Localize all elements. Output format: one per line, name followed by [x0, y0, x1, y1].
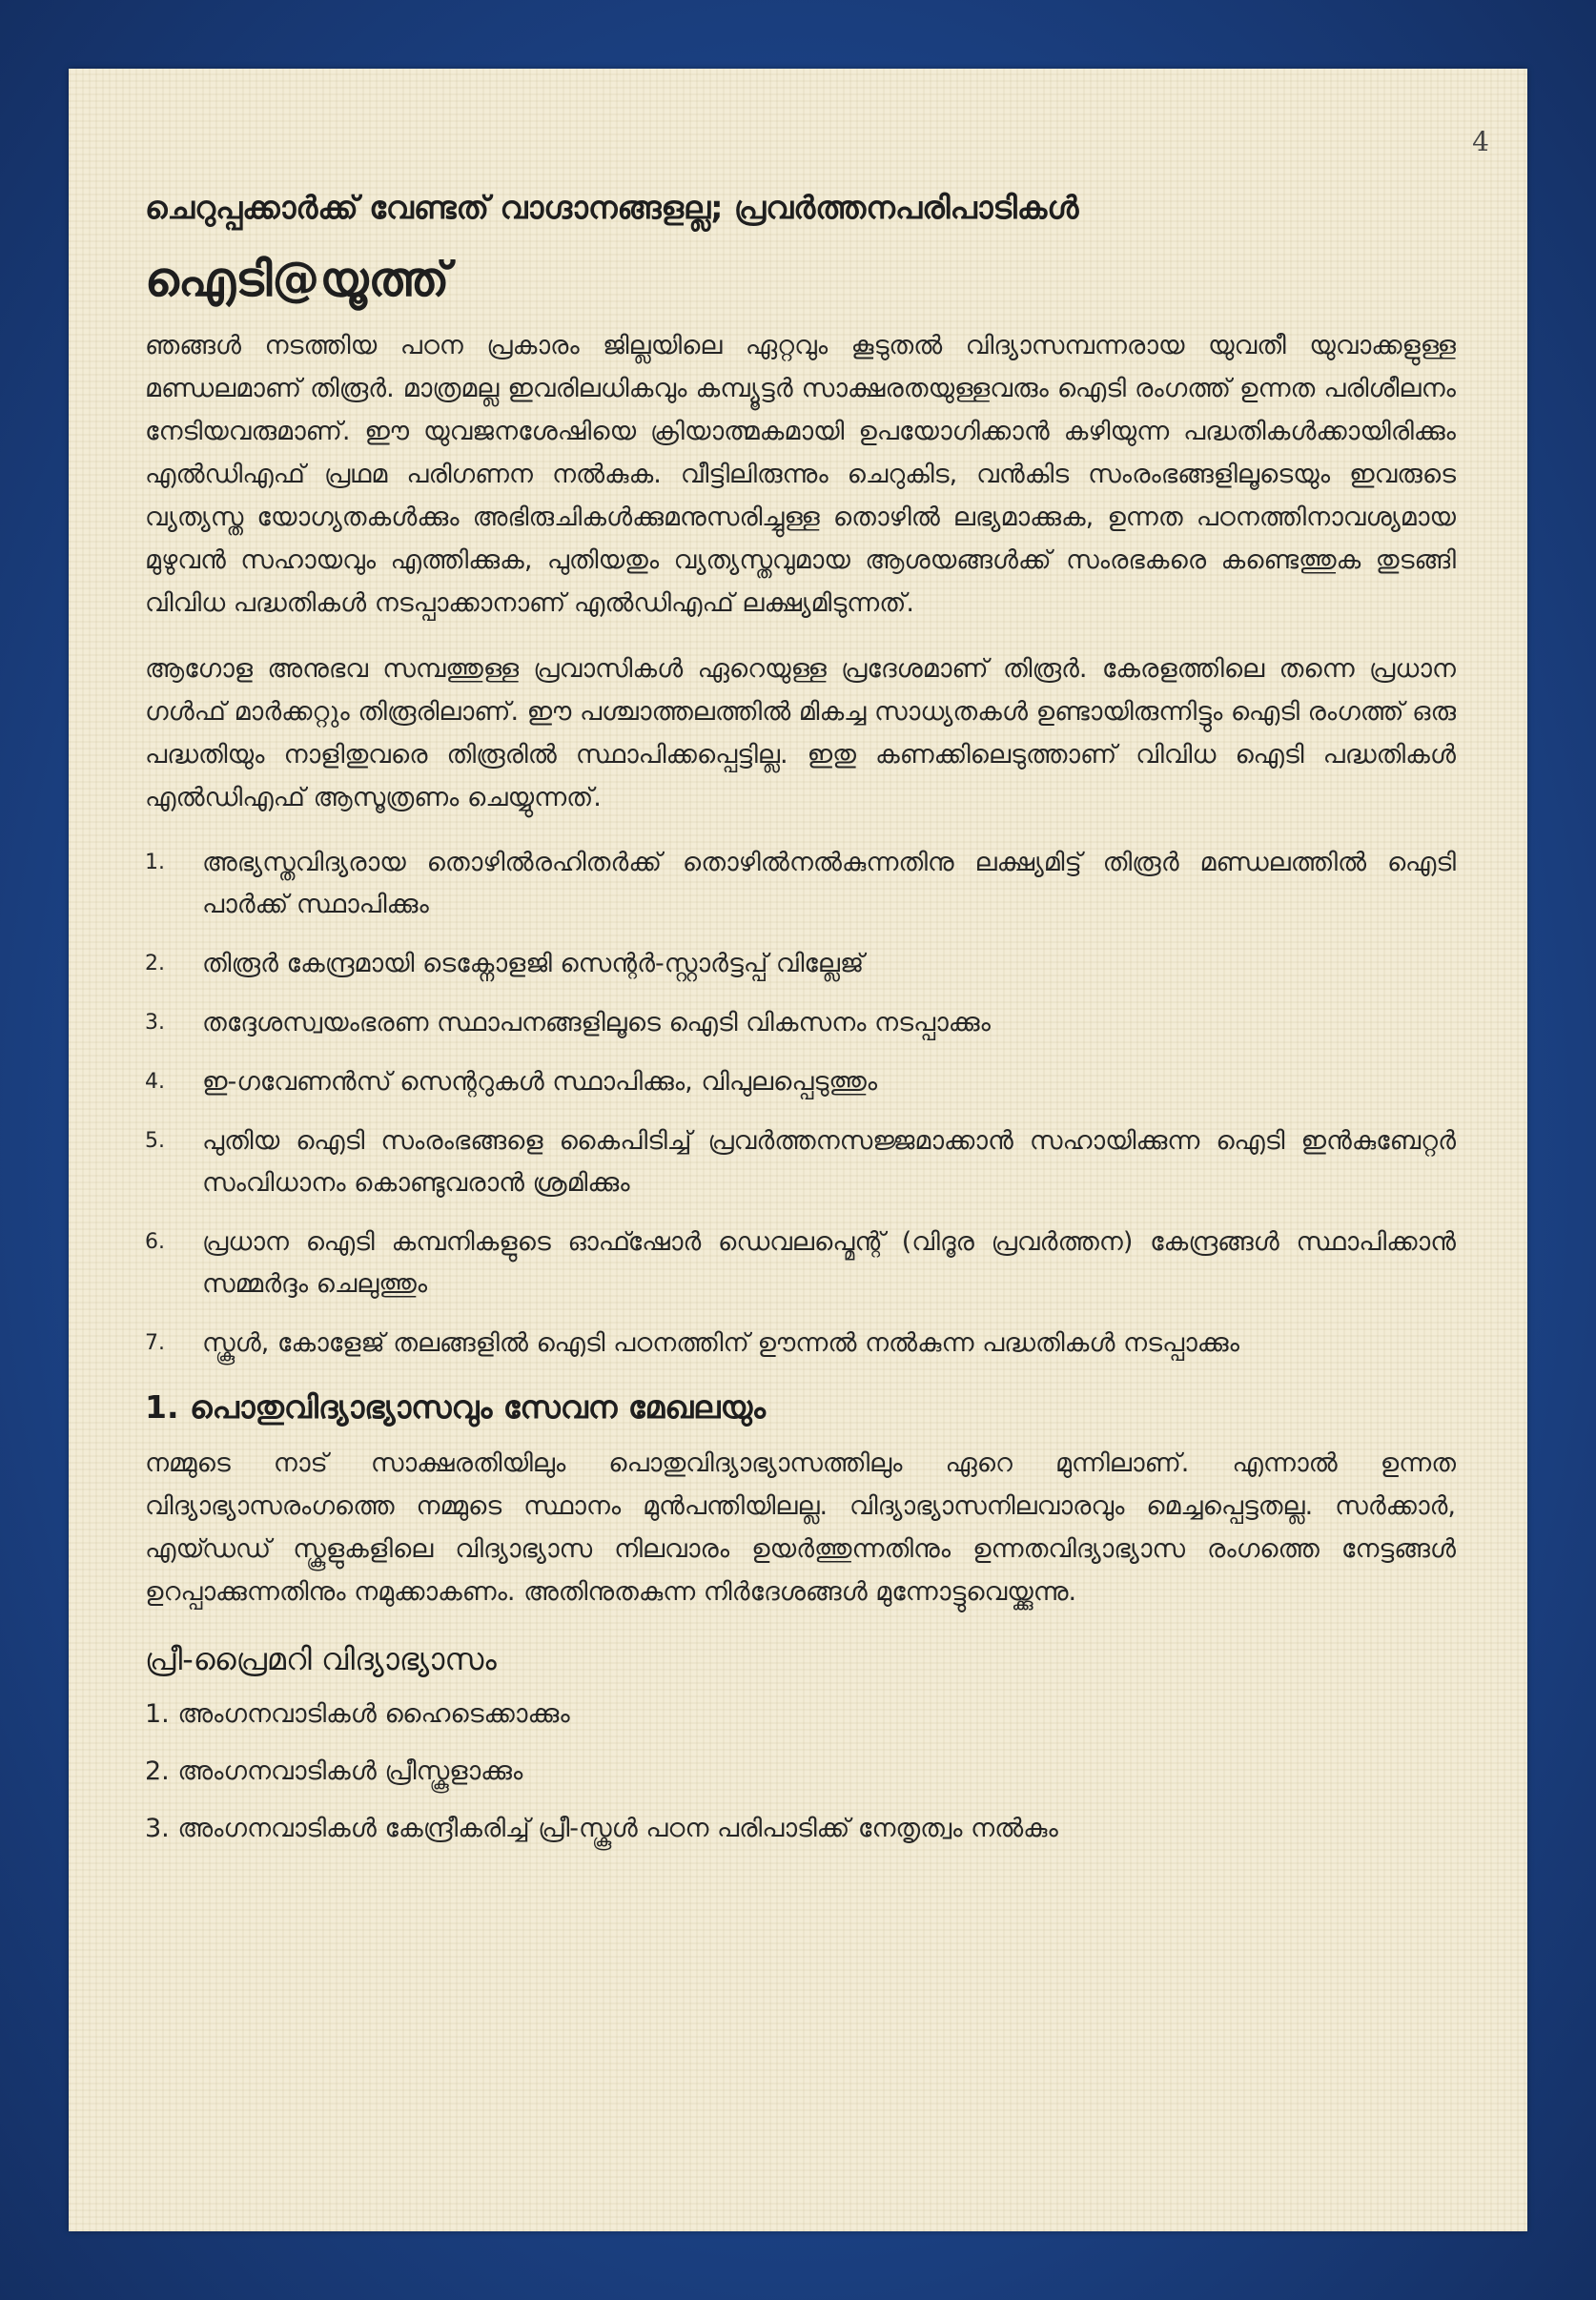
list-item-text: പ്രധാന ഐടി കമ്പനികളുടെ ഓഫ്ഷോർ ഡെവലപ്മെന്റ് (വിദൂര പ്രവർത്തന) കേന്ദ്രങ്ങൾ സ്ഥാപിക്കാൻ സമ്മർദ്ദം ചെലുത്തും [202, 1227, 1456, 1300]
list-item-number: 3. [145, 1011, 165, 1036]
list-item-number: 1. [145, 851, 165, 875]
list-item [145, 1323, 1456, 1365]
it-youth-title: ഐടി@യൂത്ത് [145, 251, 450, 307]
main-heading: ചെറുപ്പക്കാർക്ക് വേണ്ടത് വാഗ്ദാനങ്ങളല്ല; പ്രവർത്തനപരിപാടികൾ [145, 189, 1079, 226]
document-page [69, 69, 1527, 2231]
list-item: 1. അംഗനവാടികൾ ഹൈടെക്കാക്കും [145, 1698, 570, 1729]
list-item: 3. അംഗനവാടികൾ കേന്ദ്രീകരിച്ച് പ്രീ-സ്കൂൾ പഠന പരിപാടിക്ക് നേതൃത്വം നൽകും [145, 1813, 1058, 1843]
pre-primary-title: പ്രീ-പ്രൈമറി വിദ്യാഭ്യാസം [145, 1641, 497, 1678]
list-item-number: 4. [145, 1070, 165, 1095]
it-youth-paragraph-2: ആഗോള അനുഭവ സമ്പത്തുള്ള പ്രവാസികൾ ഏറെയുള്ള പ്രദേശമാണ് തിരൂർ. കേരളത്തിലെ തന്നെ പ്രധാന ഗൾഫ് മാർക്കറ്റും തിരൂരിലാണ്. ഈ പശ്ചാത്തലത്തിൽ മികച്ച സാധ്യതകൾ ഉണ്ടായിരുന്നിട്ടും ഐടി രംഗത്ത് ഒരു പദ്ധതിയും നാളിതുവരെ തിരൂരിൽ സ്ഥാപിക്കപ്പെട്ടില്ല. ഇതു കണക്കിലെടുത്താണ് വിവിധ ഐടി പദ്ധതികൾ എൽഡിഎഫ് ആസൂത്രണം ചെയ്യുന്നത്. [145, 654, 1456, 813]
list-item-number: 7. [145, 1331, 165, 1356]
list-item-text: അഭ്യസ്തവിദ്യരായ തൊഴിൽരഹിതർക്ക് തൊഴിൽനൽകുന്നതിനു ലക്ഷ്യമിട്ട് തിരൂർ മണ്ഡലത്തിൽ ഐടി പാർക്ക് സ്ഥാപിക്കും [202, 848, 1456, 920]
list-item-text: പുതിയ ഐടി സംരംഭങ്ങളെ കൈപിടിച്ച് പ്രവർത്തനസജ്ജമാക്കാൻ സഹായിക്കുന്ന ഐടി ഇൻകുബേറ്റർ സംവിധാനം കൊണ്ടുവരാൻ ശ്രമിക്കും [202, 1126, 1456, 1199]
page-number: 4 [1472, 126, 1489, 157]
list-item-text: ഇ-ഗവേണൻസ് സെന്ററുകൾ സ്ഥാപിക്കും, വിപുലപ്പെടുത്തും [202, 1067, 878, 1098]
list-item [145, 1120, 1456, 1204]
list-item [145, 1002, 1456, 1044]
list-item [145, 842, 1456, 926]
list-item [145, 1061, 1456, 1103]
pre-primary-list [145, 1694, 1456, 1850]
page-content [145, 188, 1456, 1865]
list-item-text: തിരൂർ കേന്ദ്രമായി ടെക്നോളജി സെന്റർ-സ്റ്റാർട്ടപ്പ് വില്ലേജ് [202, 949, 865, 979]
list-item-number: 6. [145, 1230, 165, 1255]
list-item-text: സ്കൂൾ, കോളേജ് തലങ്ങളിൽ ഐടി പഠനത്തിന് ഊന്നൽ നൽകുന്ന പദ്ധതികൾ നടപ്പാക്കും [202, 1328, 1239, 1359]
list-item: 2. അംഗനവാടികൾ പ്രീസ്കൂളാക്കും [145, 1756, 523, 1786]
list-item-number: 5. [145, 1129, 165, 1154]
it-youth-list [145, 842, 1456, 1365]
it-youth-paragraph-1: ഞങ്ങൾ നടത്തിയ പഠന പ്രകാരം ജില്ലയിലെ ഏറ്റവും കൂടുതൽ വിദ്യാസമ്പന്നരായ യുവതീ യുവാക്കളുള്ള മണ്ഡലമാണ് തിരൂർ. മാത്രമല്ല ഇവരിലധികവും കമ്പ്യൂട്ടർ സാക്ഷരതയുള്ളവരും ഐടി രംഗത്ത് ഉന്നത പരിശീലനം നേടിയവരുമാണ്. ഈ യുവജനശേഷിയെ ക്രിയാത്മകമായി ഉപയോഗിക്കാൻ കഴിയുന്ന പദ്ധതികൾക്കായിരിക്കും എൽഡിഎഫ് പ്രഥമ പരിഗണന നൽകുക. വീട്ടിലിരുന്നും ചെറുകിട, വൻകിട സംരംഭങ്ങളിലൂടെയും ഇവരുടെ വ്യത്യസ്ത യോഗ്യതകൾക്കും അഭിരുചികൾക്കുമനുസരിച്ചുള്ള തൊഴിൽ ലഭ്യമാക്കുക, ഉന്നത പഠനത്തിനാവശ്യമായ മുഴുവൻ സഹായവും എത്തിക്കുക, പുതിയതും വ്യത്യസ്തവുമായ ആശയങ്ങൾക്ക് സംരഭകരെ കണ്ടെത്തുക തുടങ്ങി വിവിധ പദ്ധതികൾ നടപ്പാക്കാനാണ് എൽഡിഎഫ് ലക്ഷ്യമിടുന്നത്. [145, 331, 1456, 619]
education-section-title: 1. പൊതുവിദ്യാഭ്യാസവും സേവന മേഖലയും [145, 1388, 766, 1427]
list-item-number: 2. [145, 952, 165, 976]
list-item [145, 1222, 1456, 1305]
education-paragraph: നമ്മുടെ നാട് സാക്ഷരതിയിലും പൊതുവിദ്യാഭ്യാസത്തിലും ഏറെ മുന്നിലാണ്. എന്നാൽ ഉന്നത വിദ്യാഭ്യാസരംഗത്തെ നമ്മുടെ സ്ഥാനം മുൻപന്തിയിലല്ല. വിദ്യാഭ്യാസനിലവാരവും മെച്ചപ്പെട്ടതല്ല. സർക്കാർ, എയ്ഡഡ് സ്കൂളുകളിലെ വിദ്യാഭ്യാസ നിലവാരം ഉയർത്തുന്നതിനും ഉന്നതവിദ്യാഭ്യാസ രംഗത്തെ നേട്ടങ്ങൾ ഉറപ്പാക്കുന്നതിനും നമുക്കാകണം. അതിനുതകുന്ന നിർദേശങ്ങൾ മുന്നോട്ടുവെയ്ക്കുന്നു. [145, 1448, 1456, 1608]
list-item-text: തദ്ദേശസ്വയംഭരണ സ്ഥാപനങ്ങളിലൂടെ ഐടി വികസനം നടപ്പാക്കും [202, 1008, 991, 1038]
list-item [145, 943, 1456, 985]
